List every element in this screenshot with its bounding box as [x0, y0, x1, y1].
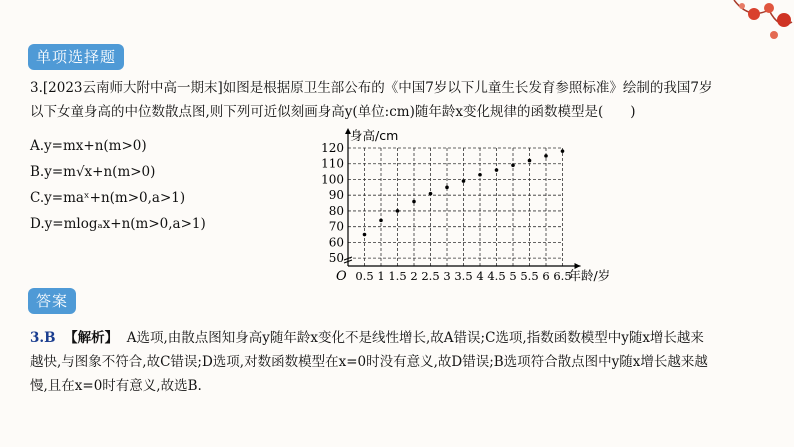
y-tick-label: 90 [328, 188, 344, 203]
data-point [412, 200, 416, 204]
origin-label: O [336, 269, 347, 282]
height-scatter-chart [310, 126, 610, 282]
option-c: C.y=maˣ+n(m>0,a>1) [30, 190, 186, 206]
answer-tag: 【解析】 [64, 330, 119, 346]
option-b: B.y=m√x+n(m>0) [30, 164, 156, 180]
data-point [445, 186, 449, 190]
answer-line-2: 越快,与图象不符合,故C错误;D选项,对数函数模型在x=0时没有意义,故D错误;B选项符合散点图中y随x增长越来越 [30, 354, 708, 370]
data-point [495, 168, 499, 172]
data-point [478, 173, 482, 177]
x-tick-label: 1 [377, 269, 385, 282]
y-tick-label: 50 [328, 251, 344, 266]
section-badge-answer: 答案 [28, 288, 76, 314]
option-d: D.y=mlogₐx+n(m>0,a>1) [30, 216, 206, 232]
option-a: A.y=mx+n(m>0) [30, 138, 147, 154]
data-point [528, 159, 532, 163]
data-point [379, 219, 383, 223]
y-tick-label: 60 [328, 235, 344, 250]
x-tick-label: 1.5 [388, 269, 407, 282]
y-tick-label: 120 [321, 141, 344, 155]
answer-line-1 [30, 328, 704, 348]
y-tick-label: 110 [321, 156, 344, 171]
x-axis-label: 年龄/岁 [568, 268, 610, 282]
data-point [511, 164, 515, 168]
question-line-1: 3.[2023云南师大附中高一期末]如图是根据原卫生部公布的《中国7岁以下儿童生长发育参照标准》绘制的我国7岁 [30, 80, 713, 96]
x-tick-label: 4.5 [487, 269, 506, 282]
x-tick-label: 0.5 [355, 269, 374, 282]
answer-label: 3.B [30, 330, 56, 346]
y-tick-label: 80 [328, 203, 344, 218]
data-point [396, 209, 400, 213]
x-tick-label: 4 [476, 269, 484, 282]
answer-text-1: A选项,由散点图知身高y随年龄x变化不是线性增长,故A错误;C选项,指数函数模型中y随x增长越来 [126, 330, 704, 346]
data-point [429, 192, 433, 196]
y-tick-label: 100 [321, 172, 344, 187]
section-badge-question: 单项选择题 [28, 44, 124, 70]
data-point [363, 233, 367, 237]
x-tick-label: 6.5 [553, 269, 572, 282]
question-line-2: 以下女童身高的中位数散点图,则下列可近似刻画身高y(单位:cm)随年龄x变化规律的函数模型是( ) [30, 104, 636, 120]
x-tick-label: 2.5 [421, 269, 440, 282]
y-axis-label: 身高/cm [350, 128, 399, 143]
x-tick-label: 6 [542, 269, 550, 282]
x-tick-label: 5 [509, 269, 517, 282]
x-tick-label: 3 [443, 269, 451, 282]
y-tick-label: 70 [328, 219, 344, 234]
answer-line-3: 慢,且在x=0时有意义,故选B. [30, 378, 202, 394]
data-point [561, 149, 565, 153]
x-tick-label: 3.5 [454, 269, 473, 282]
x-tick-label: 5.5 [520, 269, 539, 282]
x-tick-label: 2 [410, 269, 418, 282]
decoration-lanterns [674, 0, 794, 70]
data-point [544, 154, 548, 158]
data-point [462, 179, 466, 183]
